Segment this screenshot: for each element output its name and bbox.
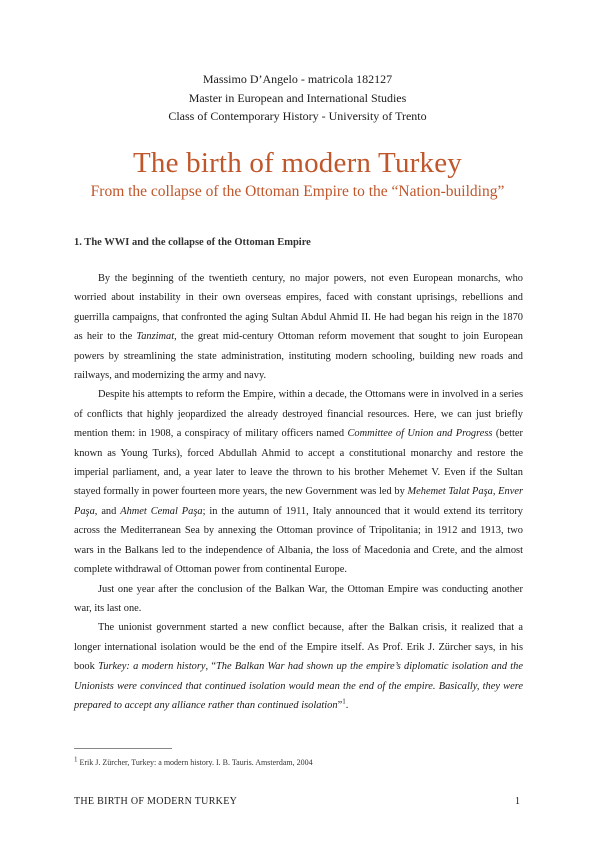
body-paragraph bbox=[74, 269, 523, 385]
italic-text: Turkey: a modern history bbox=[98, 661, 206, 673]
footnote-number: 1 bbox=[74, 755, 78, 764]
body-paragraph bbox=[74, 385, 523, 579]
running-footer-title: THE BIRTH OF MODERN TURKEY bbox=[74, 796, 238, 807]
paragraph-text: , the great mid-century Ottoman reform movement that sought to join European powers by streamlining the state administration, instituting modern schooling, building new roads and railways, and modernizing the army and navy. bbox=[74, 331, 523, 382]
paragraph-text: Despite his attempts to reform the Empire, within a decade, the Ottomans were in involved in a series of conflicts that highly jeopardized the already destroyed financial resources. Here, we can just briefly mention them: in 1908, a conspiracy of military officers named bbox=[74, 389, 523, 440]
italic-text: Committee of Union and Progress bbox=[347, 428, 493, 440]
paragraph-text: ” bbox=[337, 699, 343, 711]
document-subtitle: From the collapse of the Ottoman Empire to the “Nation-building” bbox=[90, 183, 505, 200]
body-paragraph bbox=[74, 618, 523, 715]
paragraph-text: . bbox=[345, 699, 349, 711]
italic-text: Tanzimat bbox=[136, 331, 175, 343]
italic-text: Ahmet Cemal Paşa bbox=[120, 505, 203, 517]
footnote-reference: 1 bbox=[342, 697, 346, 706]
author-line: Massimo D’Angelo - matricola 182127 bbox=[202, 72, 393, 86]
footnote-separator bbox=[74, 748, 172, 749]
paragraph-text: (better known as Young Turks), forced Abdullah Ahmid to accept a constitutional monarchy and restore the imperial parliament, and, a year later to leave the thrown to his brother Mehemet V. Even if the Sultan stayed formally in power fourteen more years, the new Government was led by bbox=[74, 428, 523, 498]
body-text bbox=[74, 269, 523, 715]
footnote-text: Erik J. Zürcher, Turkey: a modern history. I. B. Tauris. Amsterdam, 2004 bbox=[77, 758, 313, 767]
program-line: Master in European and International Studies bbox=[188, 90, 407, 105]
body-paragraph bbox=[74, 580, 523, 619]
page-number: 1 bbox=[515, 796, 520, 807]
italic-text: The Balkan War had shown up the empire’s diplomatic isolation and the Unionists were convinced that continued isolation would mean the end of the empire. Basically, they were prepared to accept any alliance rather than continued isolation bbox=[74, 661, 523, 711]
paragraph-text: , and bbox=[94, 505, 121, 517]
paragraph-text: By the beginning of the twentieth century, no major powers, not even European monarchs, who worried about instability in their own overseas empires, faced with constant uprisings, rebellions and guerrilla campaigns, that confronted the aging Sultan Abdul Ahmid II. He had began his reign in the 1870 as heir to the bbox=[74, 273, 523, 343]
document-title: The birth of modern Turkey bbox=[132, 147, 462, 179]
paragraph-text: The unionist government started a new conflict because, after the Balkan crisis, it realized that a longer international isolation would be the end of the Empire itself. As Prof. Erik J. Zürcher says, in his book bbox=[74, 622, 523, 673]
class-line: Class of Contemporary History - University of Trento bbox=[168, 109, 427, 123]
footnote bbox=[74, 755, 313, 767]
italic-text: Enver Paşa bbox=[74, 486, 523, 517]
italic-text: Mehemet Talat Paşa bbox=[407, 486, 493, 498]
paragraph-text: Just one year after the conclusion of the Balkan War, the Ottoman Empire was conducting another war, its last one. bbox=[74, 583, 523, 614]
paragraph-text: ; in the autumn of 1911, Italy announced that it would extend its territory across the Mediterranean Sea by annexing the Ottoman province of Tripolitania; in 1912 and 1913, two wars in the Balkans led to the independence of Albania, the loss of Macedonia and Crete, and the almost complete withdrawal of Ottoman power from continental Europe. bbox=[74, 505, 524, 576]
author-header bbox=[0, 70, 595, 126]
paragraph-text: , “ bbox=[205, 661, 216, 673]
section-heading: 1. The WWI and the collapse of the Ottoman Empire bbox=[74, 237, 311, 248]
paragraph-text: , bbox=[492, 486, 499, 498]
